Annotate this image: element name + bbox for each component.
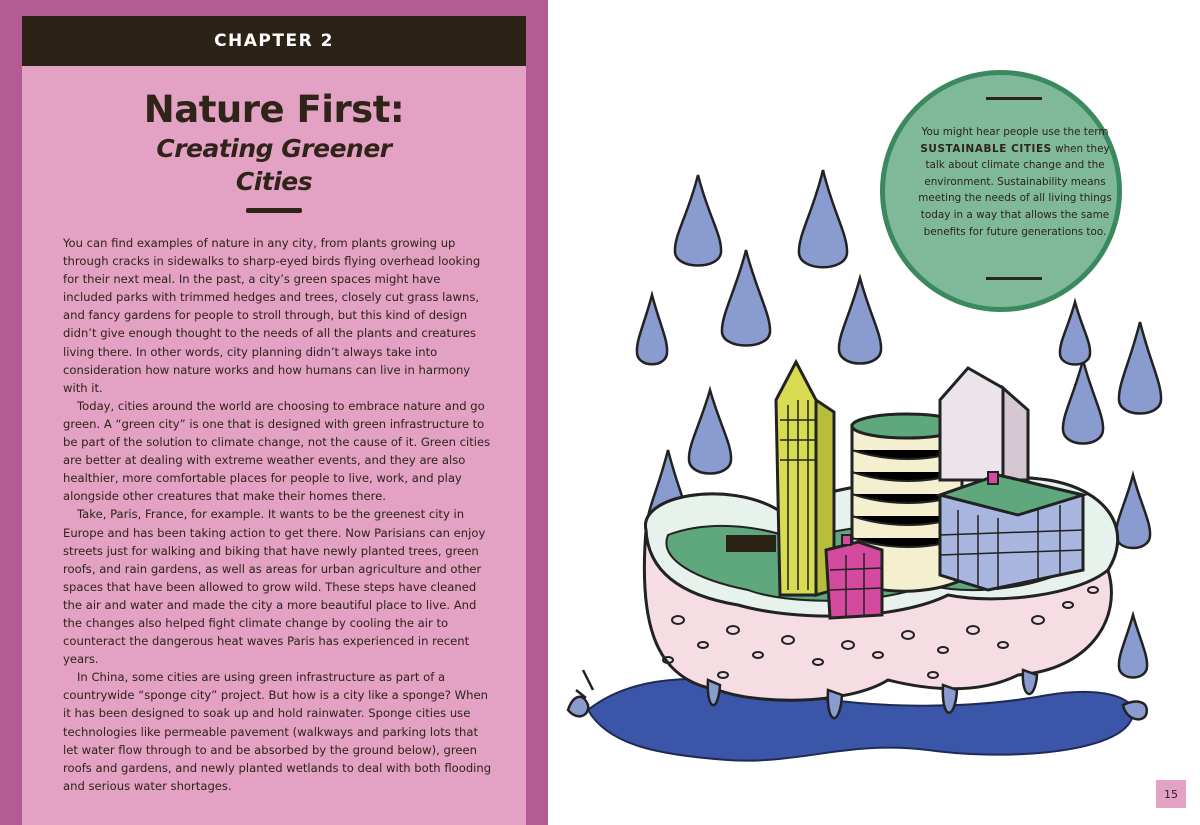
raindrop-icon [637,295,667,364]
raindrop-icon [722,250,770,346]
callout-bottom-rule [986,277,1042,280]
chapter-banner [22,16,526,66]
callout-text [912,124,1118,240]
callout-emphasis: SUSTAINABLE CITIES [920,142,1052,155]
body-paragraph: You can find examples of nature in any city, from plants growing up through cracks in sidewalks to sharp-eyed birds flying overhead looking for their next meal. In the past, a city’s green spaces might have included parks with trimmed hedges and trees, closely cut grass lawns, and fancy gardens for people to stroll through, but this kind of design didn’t give enough thought to the needs of all the plants and creatures living there. In other words, city planning didn’t always take into consideration how nature works and how humans can live in harmony with it. [63,236,481,395]
title-divider [246,208,302,213]
raindrop-icon [675,175,721,266]
pink-building [826,535,882,618]
bridge [726,535,776,552]
raindrop-icon [839,278,881,364]
title-subtitle-line-2: Cities [235,167,313,196]
raindrop-icon [1060,302,1090,365]
white-building [940,368,1028,480]
raindrop-icon [1116,475,1150,548]
callout-text-rest: when they talk about climate change and the environment. Sustainability means meeting the needs of all living things today in a way that allows the same benefits for future generations too. [918,142,1112,238]
page-number: 15 [1156,780,1186,808]
blue-building [940,472,1083,590]
chapter-label: CHAPTER 2 [214,31,334,51]
title-main: Nature First: [143,88,405,131]
raindrop-icon [799,170,847,267]
raindrop-icon [1119,322,1161,414]
title-subtitle-line-1: Creating Greener [156,134,392,163]
chapter-title [22,88,526,213]
callout-top-rule [986,97,1042,100]
body-paragraph: Today, cities around the world are choosing to embrace nature and go green. A “green city” is one that is designed with green infrastructure to be part of the solution to climate change, not the cause of it. Green cities are better at dealing with extreme weather events, and they are also healthier, more comfortable places for people to live, work, and play alongside other creatures that make their homes there. [63,398,491,504]
body-paragraph: In China, some cities are using green infrastructure as part of a countrywide “sponge city” project. But how is a city like a sponge? When it has been designed to soak up and hold rainwater. Sponge cities use technologies like permeable pavement (walkways and parking lots that let water flow through to and be absorbed by the ground below), green roofs and gardens, and newly planted wetlands to deal with both flooding and serious water shortages. [63,670,492,793]
callout-text-lead: You might hear people use the term [921,126,1109,138]
raindrop-icon [1063,360,1103,444]
raindrop-icon [1119,615,1147,678]
body-text [63,234,493,795]
water-splash-left [568,670,593,716]
raindrop-icon [689,390,731,474]
body-paragraph: Take, Paris, France, for example. It wants to be the greenest city in Europe and has been taking action to get there. Now Parisians can enjoy streets just for walking and biking that have newly planted trees, green roofs, and rain gardens, as well as areas for urban agriculture and other spaces that have been allowed to grow wild. These steps have cleaned the air and water and made the city a more beautiful place to live. And the changes also helped fight climate change by cooling the air to counteract the dangerous heat waves Paris has experienced in recent years. [63,507,486,667]
